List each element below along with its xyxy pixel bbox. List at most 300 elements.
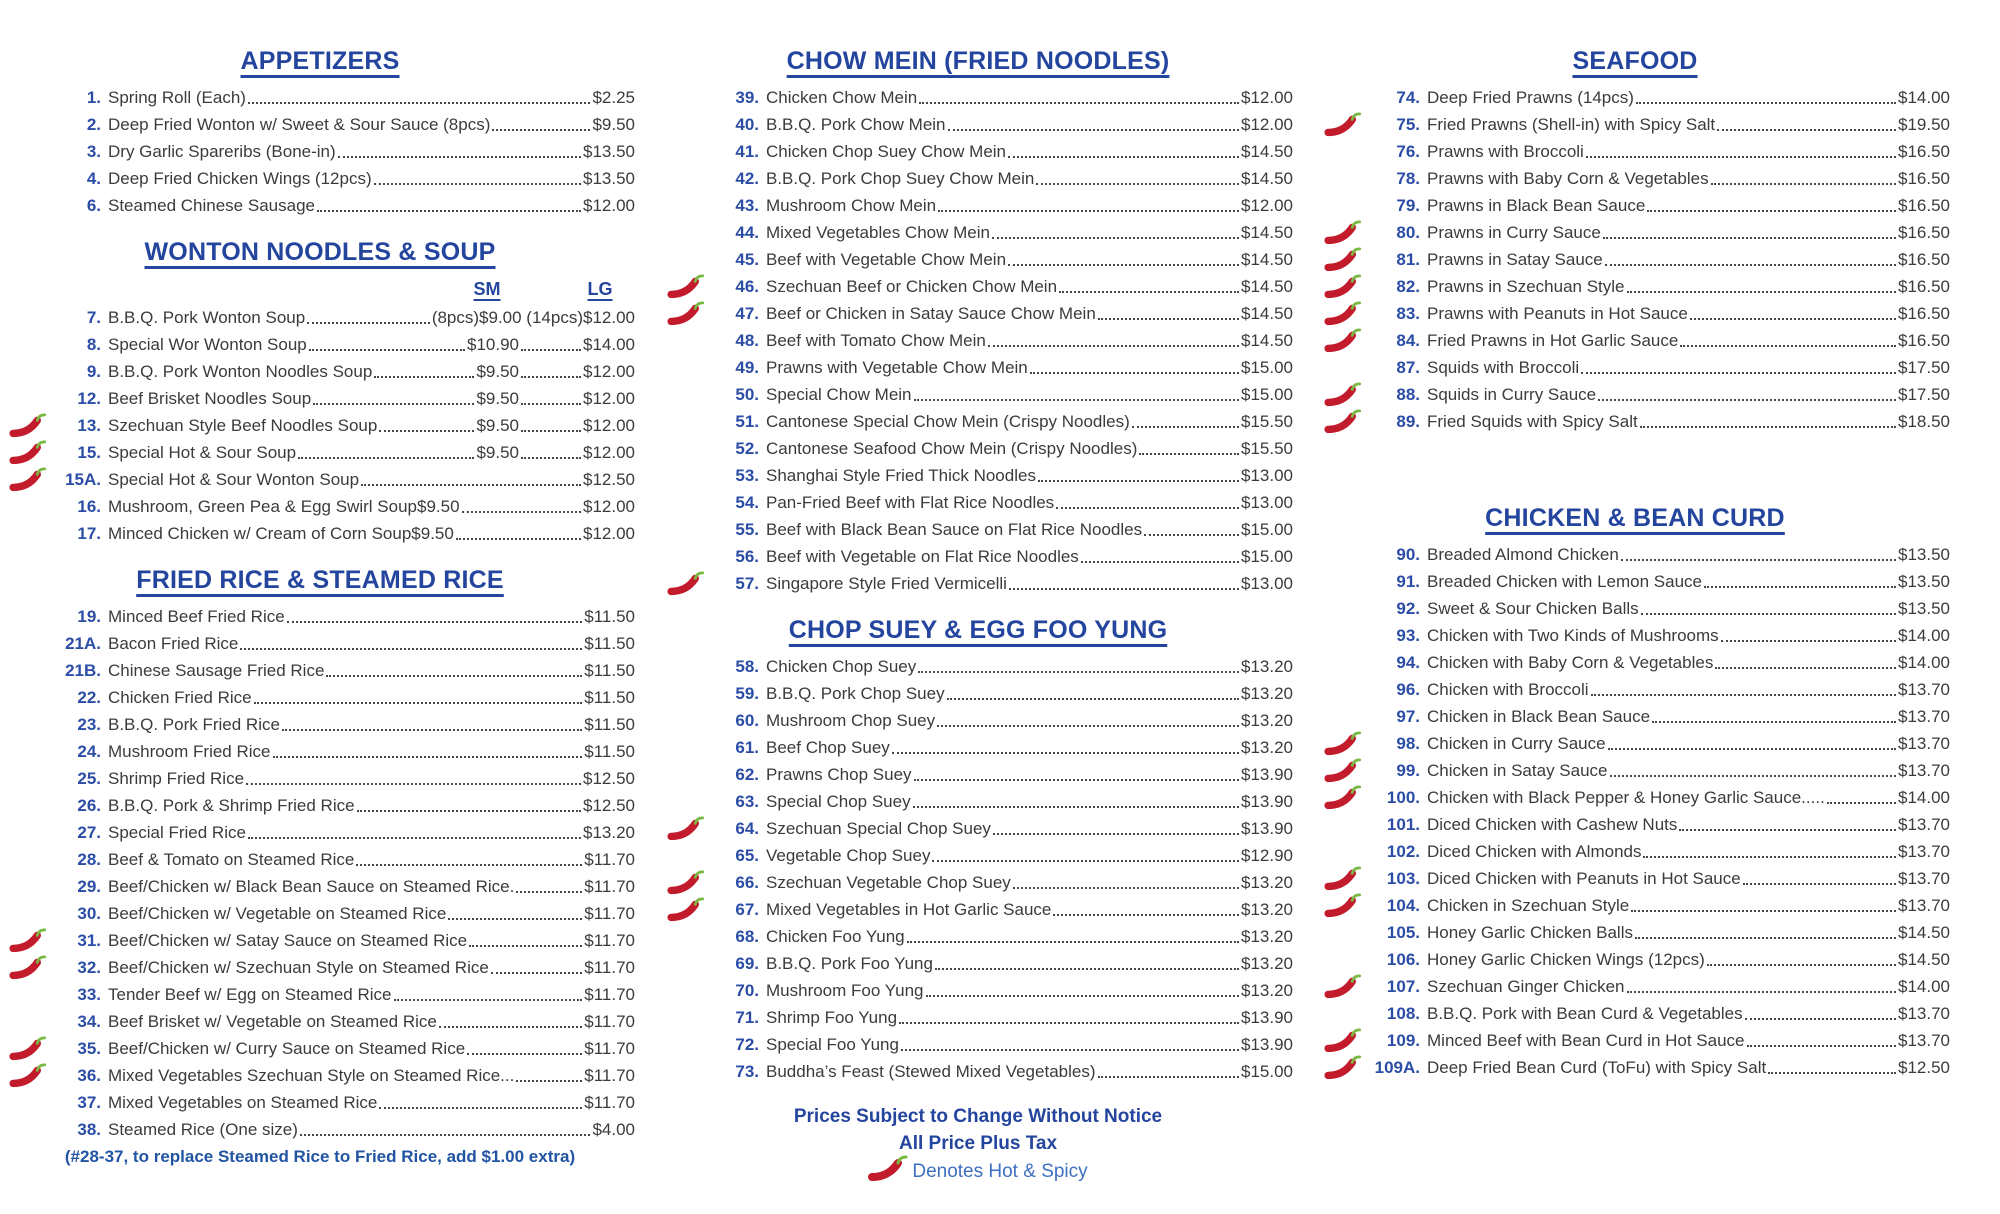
dot-leader — [1711, 183, 1896, 185]
dot-leader — [1647, 210, 1896, 212]
item-number: 2. — [86, 114, 101, 134]
item-price: $11.70 — [584, 1011, 635, 1031]
item-price: $13.00 — [1241, 492, 1293, 512]
menu-item — [5, 927, 635, 954]
item-price-small: $9.50 — [476, 361, 519, 381]
item-price: $16.50 — [1898, 195, 1950, 215]
menu-item — [1320, 408, 1950, 435]
menu-item — [5, 792, 635, 819]
item-number: 107. — [1386, 976, 1420, 996]
menu-item — [1320, 300, 1950, 327]
item-price: $11.70 — [584, 1065, 635, 1085]
item-number: 23. — [77, 714, 101, 734]
dot-leader — [918, 671, 1239, 673]
item-number: 75. — [1396, 114, 1420, 134]
item-name: Beef/Chicken w/ Curry Sauce on Steamed Rice — [108, 1038, 466, 1058]
item-price: $16.50 — [1898, 276, 1950, 296]
menu-item — [1320, 138, 1950, 165]
item-name: Beef with Vegetable Chow Mein — [766, 249, 1007, 269]
item-price: $14.00 — [1898, 787, 1950, 807]
item-price: $13.20 — [583, 822, 635, 842]
item-price: $13.50 — [1898, 571, 1950, 591]
dot-leader — [282, 729, 582, 731]
item-number: 29. — [77, 876, 101, 896]
item-price: $12.90 — [1241, 845, 1293, 865]
spicy-indicator-slot — [5, 467, 49, 493]
dot-leader — [1640, 426, 1896, 428]
menu-item — [5, 358, 635, 385]
spicy-indicator-slot — [5, 955, 49, 981]
menu-section-fried-rice-steamed-rice — [5, 565, 635, 1170]
dot-leader — [300, 1134, 591, 1136]
item-number: 94. — [1396, 652, 1420, 672]
hot-spicy-icon — [1324, 382, 1362, 408]
item-number: 105. — [1386, 922, 1420, 942]
hot-spicy-icon — [667, 274, 705, 300]
hot-spicy-icon — [1324, 409, 1362, 435]
dot-leader — [1008, 156, 1239, 158]
item-name: Honey Garlic Chicken Wings (12pcs) — [1427, 949, 1705, 969]
item-price: $17.50 — [1898, 357, 1950, 377]
item-name: Chicken Chop Suey — [766, 656, 917, 676]
item-number: 67. — [735, 899, 759, 919]
item-price: $11.50 — [584, 741, 635, 761]
menu-item — [1320, 568, 1950, 595]
item-price: $14.00 — [1898, 625, 1950, 645]
item-price: $14.00 — [1898, 87, 1950, 107]
item-number: 58. — [735, 656, 759, 676]
item-price: $15.50 — [1241, 438, 1293, 458]
dot-leader — [1013, 887, 1239, 889]
dot-leader — [394, 999, 583, 1001]
spicy-indicator-slot — [1320, 112, 1364, 138]
menu-item — [663, 381, 1293, 408]
dot-leader — [246, 783, 581, 785]
spicy-legend-label: Denotes Hot & Spicy — [912, 1160, 1088, 1182]
menu-item — [5, 385, 635, 412]
item-name: Szechuan Special Chop Suey — [766, 818, 991, 838]
item-name: Cantonese Special Chow Mein (Crispy Noodles) — [766, 411, 1130, 431]
item-number: 6. — [86, 195, 101, 215]
item-number: 21A. — [65, 633, 101, 653]
item-price: $11.70 — [584, 957, 635, 977]
item-number: 57. — [735, 573, 759, 593]
menu-item — [1320, 1000, 1950, 1027]
menu-item — [5, 954, 635, 981]
item-number: 15A. — [65, 469, 101, 489]
item-name: Mixed Vegetables in Hot Garlic Sauce — [766, 899, 1052, 919]
menu-item — [663, 327, 1293, 354]
menu-item — [1320, 165, 1950, 192]
dot-leader — [326, 675, 582, 677]
dot-leader — [273, 756, 583, 758]
item-name: Minced Chicken w/ Cream of Corn Soup — [108, 523, 412, 543]
item-name: Beef/Chicken w/ Szechuan Style on Steamed Rice — [108, 957, 489, 977]
item-number: 76. — [1396, 141, 1420, 161]
spicy-indicator-slot — [5, 1063, 49, 1089]
menu-section-seafood — [1320, 46, 1950, 435]
item-price: $14.50 — [1898, 922, 1950, 942]
item-name: Buddha’s Feast (Stewed Mixed Vegetables) — [766, 1061, 1096, 1081]
item-price: $13.20 — [1241, 980, 1293, 1000]
menu-item — [1320, 838, 1950, 865]
dot-leader — [521, 376, 581, 378]
dot-leader — [467, 1053, 582, 1055]
item-name: Prawns with Vegetable Chow Mein — [766, 357, 1028, 377]
menu-item — [1320, 111, 1950, 138]
item-number: 36. — [77, 1065, 101, 1085]
dot-leader — [993, 833, 1239, 835]
section-title — [5, 237, 635, 267]
section-title — [5, 46, 635, 76]
menu-item — [1320, 784, 1950, 811]
dot-leader — [356, 864, 582, 866]
dot-leader — [317, 210, 581, 212]
item-name: Special Chow Mein — [766, 384, 912, 404]
item-name: Mushroom, Green Pea & Egg Swirl Soup — [108, 496, 417, 516]
item-price: $11.70 — [584, 849, 635, 869]
item-price: $13.20 — [1241, 710, 1293, 730]
item-price: $12.00 — [1241, 195, 1293, 215]
item-number: 37. — [77, 1092, 101, 1112]
item-name: Beef with Black Bean Sauce on Flat Rice Noodles — [766, 519, 1143, 539]
spicy-indicator-slot — [1320, 1055, 1364, 1081]
menu-item — [663, 869, 1293, 896]
item-price-small: $10.90 — [467, 334, 519, 354]
dot-leader — [992, 237, 1239, 239]
item-name: B.B.Q. Pork & Shrimp Fried Rice — [108, 795, 355, 815]
dot-leader — [1603, 237, 1896, 239]
item-number: 34. — [77, 1011, 101, 1031]
dot-leader — [1745, 1018, 1896, 1020]
item-name: B.B.Q. Pork Foo Yung — [766, 953, 933, 973]
menu-item — [5, 711, 635, 738]
item-price: $4.00 — [592, 1119, 635, 1139]
item-number: 38. — [77, 1119, 101, 1139]
item-price: $13.20 — [1241, 683, 1293, 703]
item-name: Mushroom Chow Mein — [766, 195, 937, 215]
hot-spicy-icon — [1324, 328, 1362, 354]
spicy-indicator-slot — [5, 440, 49, 466]
menu-item — [1320, 703, 1950, 730]
item-price: $13.70 — [1898, 706, 1950, 726]
item-name: Chicken in Satay Sauce — [1427, 760, 1608, 780]
item-price: $11.70 — [584, 1038, 635, 1058]
menu-item — [663, 192, 1293, 219]
menu-item — [5, 684, 635, 711]
spicy-indicator-slot — [1320, 328, 1364, 354]
menu-item — [5, 873, 635, 900]
item-name: Chicken with Two Kinds of Mushrooms — [1427, 625, 1719, 645]
item-price: $16.50 — [1898, 303, 1950, 323]
menu-item — [5, 439, 635, 466]
dot-leader — [379, 430, 474, 432]
hot-spicy-icon — [1324, 247, 1362, 273]
dot-leader — [988, 345, 1239, 347]
item-number: 96. — [1396, 679, 1420, 699]
item-name: Mixed Vegetables Chow Mein — [766, 222, 990, 242]
item-number: 72. — [735, 1034, 759, 1054]
menu-item — [1320, 354, 1950, 381]
dot-leader — [521, 349, 581, 351]
item-number: 26. — [77, 795, 101, 815]
item-name: Beef/Chicken w/ Satay Sauce on Steamed Rice — [108, 930, 468, 950]
menu-item — [1320, 84, 1950, 111]
item-name: Chicken Fried Rice — [108, 687, 252, 707]
dot-leader — [240, 648, 582, 650]
item-price: $15.00 — [1241, 519, 1293, 539]
item-price: $13.20 — [1241, 872, 1293, 892]
dot-leader — [379, 1107, 582, 1109]
item-name: Singapore Style Fried Vermicelli — [766, 573, 1007, 593]
menu-column-left — [5, 0, 635, 1188]
hot-spicy-icon — [9, 955, 47, 981]
spicy-indicator-slot — [1320, 731, 1364, 757]
item-number: 93. — [1396, 625, 1420, 645]
item-name: Chicken in Curry Sauce — [1427, 733, 1606, 753]
item-number: 45. — [735, 249, 759, 269]
menu-item — [663, 246, 1293, 273]
item-number: 108. — [1386, 1003, 1420, 1023]
item-number: 49. — [735, 357, 759, 377]
item-price: $15.00 — [1241, 1061, 1293, 1081]
menu-item — [1320, 757, 1950, 784]
menu-item — [1320, 1054, 1950, 1081]
menu-item — [1320, 730, 1950, 757]
dot-leader — [907, 941, 1239, 943]
dot-leader — [938, 210, 1239, 212]
item-name: Chicken Chow Mein — [766, 87, 918, 107]
menu-item — [663, 734, 1293, 761]
dot-leader — [516, 1080, 582, 1082]
item-price: $13.20 — [1241, 953, 1293, 973]
dot-leader — [1605, 264, 1896, 266]
menu-item — [1320, 919, 1950, 946]
spicy-indicator-slot — [1320, 274, 1364, 300]
item-price: (8pcs)$9.00 (14pcs)$12.00 — [431, 307, 635, 327]
item-price: $14.00 — [1898, 976, 1950, 996]
dot-leader — [1747, 1045, 1896, 1047]
item-name: Minced Beef Fried Rice — [108, 606, 285, 626]
menu-item — [663, 516, 1293, 543]
menu-item — [1320, 219, 1950, 246]
menu-item — [663, 896, 1293, 923]
spicy-indicator-slot — [663, 301, 707, 327]
hot-spicy-icon — [868, 1155, 912, 1189]
menu-item — [5, 138, 635, 165]
item-price: $13.70 — [1898, 868, 1950, 888]
item-price: $17.50 — [1898, 384, 1950, 404]
menu-item — [5, 846, 635, 873]
menu-item — [1320, 246, 1950, 273]
item-price: $13.70 — [1898, 895, 1950, 915]
item-price: $14.50 — [1241, 249, 1293, 269]
item-price: $11.70 — [584, 876, 635, 896]
menu-item — [663, 761, 1293, 788]
item-price: $19.50 — [1898, 114, 1950, 134]
size-header-small-label: SM — [473, 279, 501, 299]
item-number: 30. — [77, 903, 101, 923]
menu-item — [1320, 811, 1950, 838]
size-header-large — [565, 279, 635, 300]
item-name: Szechuan Vegetable Chop Suey — [766, 872, 1011, 892]
item-price: $11.50 — [584, 687, 635, 707]
menu-item — [663, 923, 1293, 950]
dot-leader — [1721, 640, 1896, 642]
item-name: B.B.Q. Pork Fried Rice — [108, 714, 280, 734]
item-name: Fried Prawns (Shell-in) with Spicy Salt — [1427, 114, 1716, 134]
item-price-large: $12.00 — [583, 388, 635, 408]
dot-leader — [307, 322, 430, 324]
menu-item — [663, 680, 1293, 707]
menu-item — [5, 738, 635, 765]
item-price-large: $12.00 — [583, 442, 635, 462]
hot-spicy-icon — [667, 571, 705, 597]
dot-leader — [919, 102, 1239, 104]
spicy-indicator-slot — [1320, 785, 1364, 811]
dot-leader — [1715, 667, 1896, 669]
item-price: $12.00 — [1241, 87, 1293, 107]
item-number: 51. — [735, 411, 759, 431]
dot-leader — [491, 972, 582, 974]
item-price-large: $12.00 — [583, 496, 635, 516]
item-name: B.B.Q. Pork Chow Mein — [766, 114, 946, 134]
dot-leader — [492, 129, 590, 131]
menu-item — [5, 331, 635, 358]
item-price: $14.50 — [1898, 949, 1950, 969]
item-price: $13.50 — [1898, 544, 1950, 564]
spicy-indicator-slot — [5, 1036, 49, 1062]
item-number: 50. — [735, 384, 759, 404]
item-name: Breaded Almond Chicken — [1427, 544, 1619, 564]
hot-spicy-icon — [1324, 758, 1362, 784]
item-number: 31. — [77, 930, 101, 950]
dot-leader — [248, 837, 581, 839]
item-number: 63. — [735, 791, 759, 811]
dot-leader — [1581, 372, 1896, 374]
dot-leader — [914, 779, 1239, 781]
item-number: 3. — [86, 141, 101, 161]
section-title — [1320, 503, 1950, 533]
item-number: 9. — [86, 361, 101, 381]
item-number: 97. — [1396, 706, 1420, 726]
dot-leader — [1132, 426, 1239, 428]
item-number: 109. — [1386, 1030, 1420, 1050]
item-number: 102. — [1386, 841, 1420, 861]
menu-footer — [663, 1103, 1293, 1186]
menu-item — [663, 842, 1293, 869]
item-price: $15.00 — [1241, 357, 1293, 377]
menu-item — [5, 657, 635, 684]
item-number: 89. — [1396, 411, 1420, 431]
hot-spicy-icon — [9, 440, 47, 466]
item-number: 40. — [735, 114, 759, 134]
item-number: 1. — [86, 87, 101, 107]
item-price: $14.50 — [1241, 276, 1293, 296]
item-price: $13.50 — [583, 168, 635, 188]
item-name: Mixed Vegetables on Steamed Rice — [108, 1092, 378, 1112]
item-number: 55. — [735, 519, 759, 539]
dot-leader — [892, 752, 1239, 754]
item-number: 35. — [77, 1038, 101, 1058]
menu-item — [663, 84, 1293, 111]
dot-leader — [1768, 1072, 1896, 1074]
item-name: Tender Beef w/ Egg on Steamed Rice — [108, 984, 392, 1004]
item-name: Steamed Rice (One size) — [108, 1119, 298, 1139]
dot-leader — [357, 810, 581, 812]
dot-leader — [1680, 345, 1896, 347]
menu-item — [5, 981, 635, 1008]
menu-item — [5, 304, 635, 331]
item-number: 53. — [735, 465, 759, 485]
dot-leader — [1631, 910, 1896, 912]
dot-leader — [1036, 183, 1239, 185]
item-name: Beef with Vegetable on Flat Rice Noodles — [766, 546, 1079, 566]
dot-leader — [913, 806, 1239, 808]
hot-spicy-icon — [1324, 893, 1362, 919]
item-name: Shrimp Fried Rice — [108, 768, 245, 788]
item-name: Special Hot & Sour Soup — [108, 442, 297, 462]
item-price: $16.50 — [1898, 330, 1950, 350]
item-name: Fried Squids with Spicy Salt — [1427, 411, 1638, 431]
item-number: 27. — [77, 822, 101, 842]
dot-leader — [448, 918, 582, 920]
item-number: 60. — [735, 710, 759, 730]
dot-leader — [1679, 829, 1896, 831]
dot-leader — [1627, 291, 1897, 293]
item-price-large: $14.00 — [583, 334, 635, 354]
menu-section-chow-mein — [663, 46, 1293, 597]
item-price: $13.20 — [1241, 737, 1293, 757]
menu-item — [663, 1031, 1293, 1058]
item-number: 84. — [1396, 330, 1420, 350]
dot-leader — [1827, 802, 1896, 804]
dot-leader — [1704, 586, 1896, 588]
item-name: Szechuan Style Beef Noodles Soup — [108, 415, 378, 435]
menu-item — [5, 1089, 635, 1116]
menu-item — [663, 435, 1293, 462]
spicy-indicator-slot — [1320, 409, 1364, 435]
dot-leader — [1743, 883, 1896, 885]
dot-leader — [1139, 453, 1239, 455]
dot-leader — [313, 403, 474, 405]
item-name: Prawns in Black Bean Sauce — [1427, 195, 1646, 215]
item-price-large: $12.00 — [583, 361, 635, 381]
item-number: 73. — [735, 1061, 759, 1081]
spicy-indicator-slot — [5, 928, 49, 954]
menu-item — [663, 300, 1293, 327]
item-name: Beef Brisket Noodles Soup — [108, 388, 312, 408]
item-name: Beef Brisket w/ Vegetable on Steamed Rice — [108, 1011, 437, 1031]
dot-leader — [1643, 856, 1896, 858]
menu-item — [1320, 676, 1950, 703]
dot-leader — [1707, 964, 1896, 966]
item-name: Prawns in Satay Sauce — [1427, 249, 1603, 269]
item-price-small: $9.50 — [476, 442, 519, 462]
item-price: $14.00 — [1898, 652, 1950, 672]
item-number: 98. — [1396, 733, 1420, 753]
item-number: 90. — [1396, 544, 1420, 564]
item-name: Cantonese Seafood Chow Mein (Crispy Noodles) — [766, 438, 1138, 458]
dot-leader — [1144, 534, 1239, 536]
item-number: 15. — [77, 442, 101, 462]
dot-leader — [947, 698, 1239, 700]
item-number: 88. — [1396, 384, 1420, 404]
item-price: $11.50 — [584, 606, 635, 626]
item-number: 62. — [735, 764, 759, 784]
item-number: 66. — [735, 872, 759, 892]
section-title-text: SEAFOOD — [1572, 47, 1698, 75]
